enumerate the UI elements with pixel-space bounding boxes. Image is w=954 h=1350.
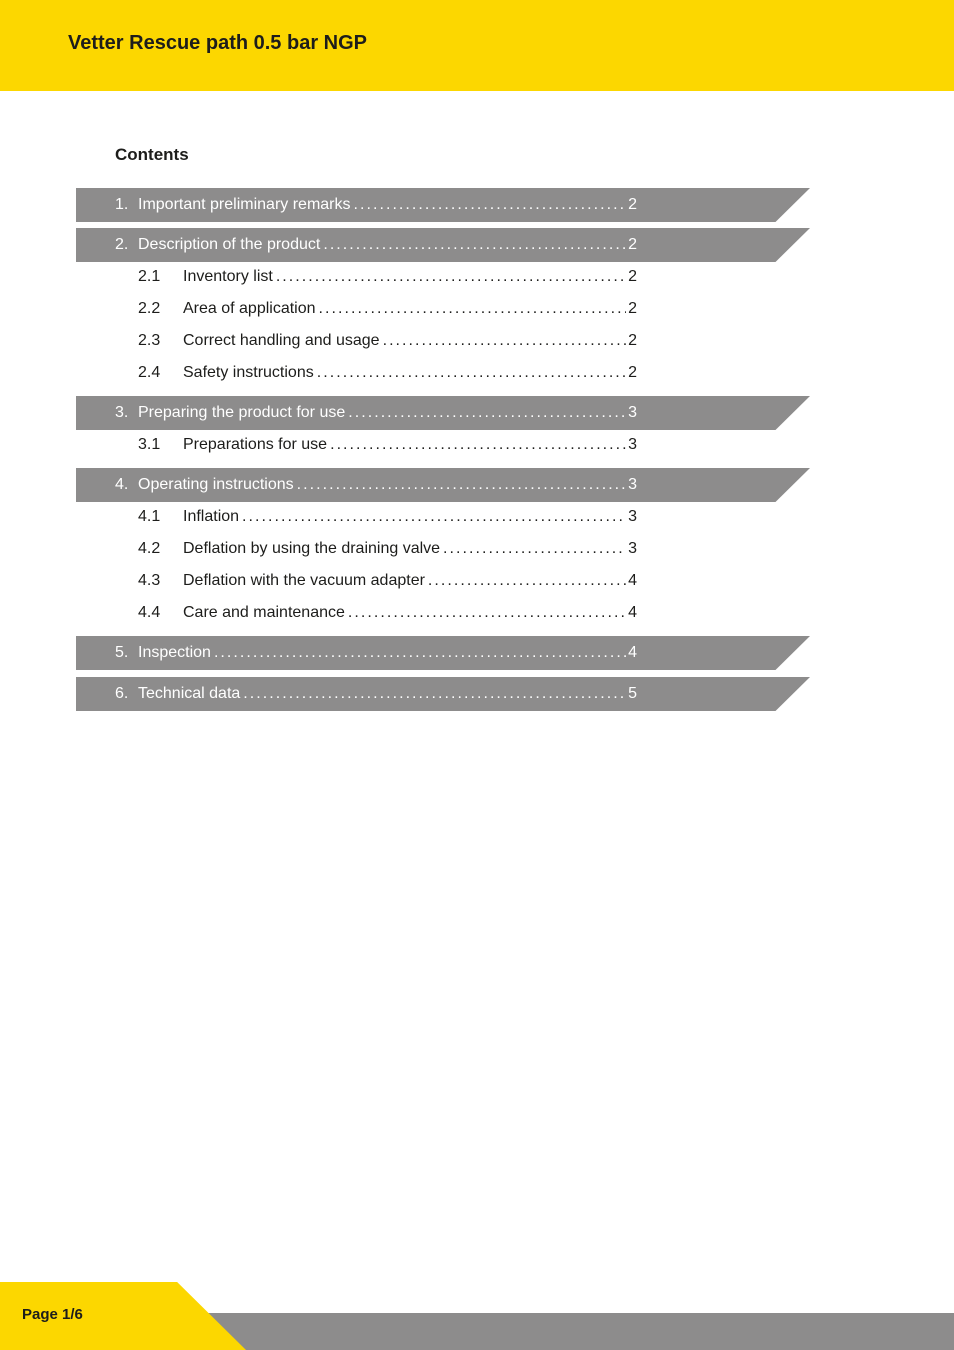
- dot-leader: [243, 677, 626, 711]
- toc-number: 4.1: [138, 508, 161, 525]
- page-indicator: Page 1/6: [22, 1306, 83, 1323]
- toc-number: 5.: [115, 644, 129, 661]
- toc-section-row[interactable]: [0, 677, 954, 711]
- toc-number: 2.2: [138, 300, 161, 317]
- toc-entry: [115, 188, 637, 222]
- dot-leader: [276, 260, 626, 294]
- toc-entry: [138, 500, 637, 534]
- toc-entry: [138, 596, 637, 630]
- contents-heading: Contents: [115, 145, 189, 164]
- toc-label: Preparing the product for use: [138, 404, 346, 421]
- toc-subsection-row[interactable]: [0, 324, 954, 358]
- toc-number: 2.: [115, 236, 129, 253]
- toc-number: 3.: [115, 404, 129, 421]
- toc-label: Technical data: [138, 685, 241, 702]
- toc-page-number: 4: [628, 572, 637, 589]
- toc-subsection-row[interactable]: [0, 356, 954, 390]
- toc-entry: [115, 228, 637, 262]
- toc-label: Inspection: [138, 644, 211, 661]
- toc-page-number: 3: [628, 436, 637, 453]
- toc-entry: [138, 564, 637, 598]
- toc-label: Deflation with the vacuum adapter: [183, 572, 425, 589]
- document-title: Vetter Rescue path 0.5 bar NGP: [68, 32, 368, 54]
- toc-page-number: 2: [628, 364, 637, 381]
- toc-number: 4.3: [138, 572, 161, 589]
- toc-page-number: 3: [628, 540, 637, 557]
- dot-leader: [443, 532, 626, 566]
- dot-leader: [319, 292, 627, 326]
- toc-subsection-row[interactable]: [0, 532, 954, 566]
- toc-number: 2.1: [138, 268, 161, 285]
- toc-subsection-row[interactable]: [0, 596, 954, 630]
- toc-entry: [115, 636, 637, 670]
- toc-label: Important preliminary remarks: [138, 196, 351, 213]
- toc-number: 6.: [115, 685, 129, 702]
- dot-leader: [242, 500, 626, 534]
- toc-entry: [115, 396, 637, 430]
- toc-label: Deflation by using the draining valve: [183, 540, 441, 557]
- toc-label: Correct handling and usage: [183, 332, 380, 349]
- toc-label: Inventory list: [183, 268, 273, 285]
- toc-label: Area of application: [183, 300, 316, 317]
- toc-page-number: 2: [628, 196, 637, 213]
- toc-section-row[interactable]: [0, 188, 954, 222]
- toc-page-number: 4: [628, 644, 637, 661]
- toc-page-number: 4: [628, 604, 637, 621]
- toc-section-row[interactable]: [0, 396, 954, 430]
- toc-subsection-row[interactable]: [0, 500, 954, 534]
- dot-leader: [348, 596, 626, 630]
- dot-leader: [323, 228, 626, 262]
- toc-section-row[interactable]: [0, 228, 954, 262]
- toc-subsection-row[interactable]: [0, 260, 954, 294]
- toc-entry: [115, 677, 637, 711]
- toc-number: 3.1: [138, 436, 161, 453]
- toc-page-number: 2: [628, 332, 637, 349]
- toc-entry: [138, 356, 637, 390]
- toc-page-number: 2: [628, 236, 637, 253]
- dot-leader: [354, 188, 627, 222]
- toc-page-number: 3: [628, 508, 637, 525]
- toc-subsection-row[interactable]: [0, 428, 954, 462]
- toc-entry: [138, 428, 637, 462]
- toc-number: 2.3: [138, 332, 161, 349]
- toc-number: 4.2: [138, 540, 161, 557]
- toc-entry: [138, 324, 637, 358]
- toc-label: Safety instructions: [183, 364, 314, 381]
- dot-leader: [214, 636, 626, 670]
- dot-leader: [383, 324, 627, 358]
- toc-subsection-row[interactable]: [0, 292, 954, 326]
- toc-entry: [138, 292, 637, 326]
- toc-label: Preparations for use: [183, 436, 328, 453]
- toc-number: 2.4: [138, 364, 161, 381]
- toc-page-number: 3: [628, 404, 637, 421]
- toc-page-number: 2: [628, 268, 637, 285]
- toc-number: 4.: [115, 476, 129, 493]
- dot-leader: [297, 468, 626, 502]
- toc-label: Care and maintenance: [183, 604, 345, 621]
- toc-label: Inflation: [183, 508, 240, 525]
- toc-page-number: 5: [628, 685, 637, 702]
- toc-subsection-row[interactable]: [0, 564, 954, 598]
- dot-leader: [348, 396, 626, 430]
- toc-entry: [138, 260, 637, 294]
- dot-leader: [317, 356, 626, 390]
- toc-section-row[interactable]: [0, 468, 954, 502]
- dot-leader: [428, 564, 626, 598]
- toc-entry: [138, 532, 637, 566]
- toc-number: 1.: [115, 196, 129, 213]
- toc-page-number: 3: [628, 476, 637, 493]
- toc-section-row[interactable]: [0, 636, 954, 670]
- toc-page-number: 2: [628, 300, 637, 317]
- toc-label: Description of the product: [138, 236, 321, 253]
- toc-number: 4.4: [138, 604, 161, 621]
- toc-entry: [115, 468, 637, 502]
- dot-leader: [330, 428, 626, 462]
- toc-label: Operating instructions: [138, 476, 294, 493]
